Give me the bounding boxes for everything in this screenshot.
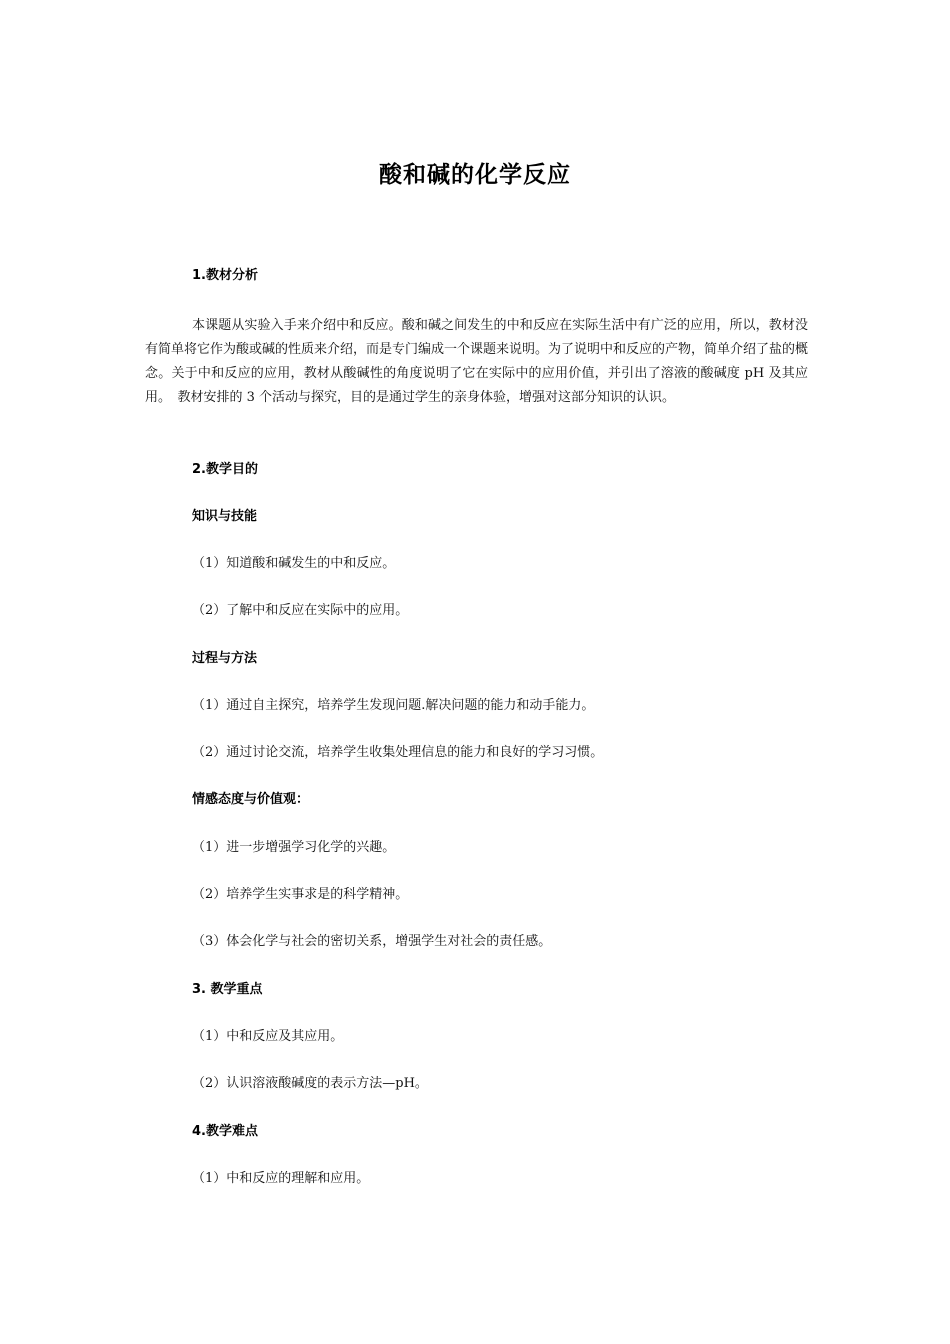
list-item: （1）进一步增强学习化学的兴趣。 [192, 840, 396, 855]
list-item: （1）中和反应的理解和应用。 [192, 1171, 370, 1186]
list-item: （2）通过讨论交流，培养学生收集处理信息的能力和良好的学习习惯。 [192, 745, 604, 760]
subheading-process-methods: 过程与方法 [192, 651, 258, 666]
subheading-knowledge-skills: 知识与技能 [192, 509, 258, 524]
list-item: （1）通过自主探究，培养学生发现问题.解决问题的能力和动手能力。 [192, 698, 595, 713]
subheading-emotion-values: 情感态度与价值观： [192, 792, 310, 807]
list-item: （3）体会化学与社会的密切关系，增强学生对社会的责任感。 [192, 934, 552, 949]
list-item: （1）知道酸和碱发生的中和反应。 [192, 556, 396, 571]
list-item: （1）中和反应及其应用。 [192, 1029, 344, 1044]
section-heading-difficult-points: 4.教学难点 [192, 1124, 258, 1139]
list-item: （2）认识溶液酸碱度的表示方法—pH。 [192, 1076, 428, 1091]
section-heading-textbook-analysis: 1.教材分析 [192, 268, 258, 283]
list-item: （2）了解中和反应在实际中的应用。 [192, 603, 409, 618]
document-title: 酸和碱的化学反应 [379, 162, 571, 188]
section-heading-teaching-goals: 2.教学目的 [192, 462, 258, 477]
section-heading-key-points: 3. 教学重点 [192, 982, 263, 997]
textbook-analysis-paragraph: 本课题从实验入手来介绍中和反应。酸和碱之间发生的中和反应在实际生活中有广泛的应用，所以，教材没有简单将它作为酸或碱的性质来介绍，而是专门编成一个课题来说明。为了说明中和反应的产物，简单介绍了盐的概念。关于中和反应的应用，教材从酸碱性的角度说明了它在实际中的应用价值，并引出了溶液的酸碱度 pH 及其应用。 教材安排的 3 个活动与探究，目的是通过学生的亲身体验，增强对这部分知识的认识。 [145, 318, 809, 405]
list-item: （2）培养学生实事求是的科学精神。 [192, 887, 409, 902]
